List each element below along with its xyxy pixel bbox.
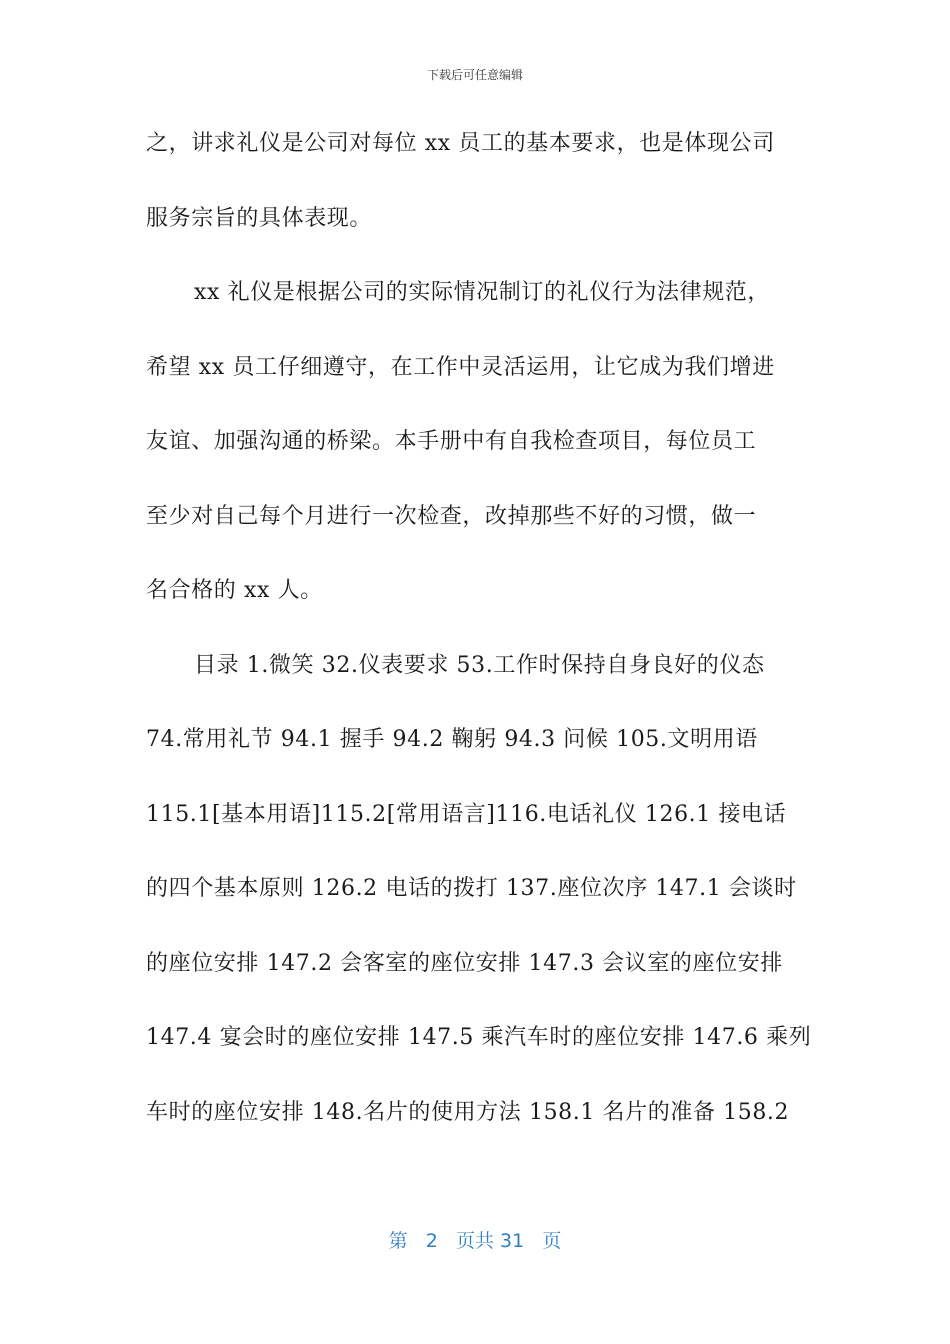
footer-prefix: 第 <box>388 1230 408 1252</box>
text-line: 147.4 宴会时的座位安排 147.5 乘汽车时的座位安排 147.6 乘列 <box>146 1025 812 1050</box>
text-line: 服务宗旨的具体表现。 <box>146 205 373 231</box>
text-line: 目录 1.微笑 32.仪表要求 53.工作时保持自身良好的仪态 <box>194 652 765 678</box>
text-line: 友谊、加强沟通的桥梁。本手册中有自我检查项目，每位员工 <box>146 429 757 454</box>
text-line: 115.1[基本用语]115.2[常用语言]116.电话礼仪 126.1 接电话 <box>146 801 787 827</box>
document-body <box>146 124 812 1167</box>
text-line: 希望 xx 员工仔细遵守，在工作中灵活运用，让它成为我们增进 <box>146 354 775 380</box>
footer-page-number: 2 <box>425 1230 438 1252</box>
text-line: 的座位安排 147.2 会客室的座位安排 147.3 会议室的座位安排 <box>146 950 783 976</box>
footer-suffix: 页 <box>542 1230 562 1252</box>
page-footer <box>0 1226 950 1253</box>
text-line: 的四个基本原则 126.2 电话的拨打 137.座位次序 147.1 会谈时 <box>146 876 797 901</box>
header-note: 下载后可任意编辑 <box>426 68 523 82</box>
footer-total-pages: 31 <box>500 1230 525 1252</box>
text-line: 至少对自己每个月进行一次检查，改掉那些不好的习惯，做一 <box>146 503 757 529</box>
text-line: 之，讲求礼仪是公司对每位 xx 员工的基本要求，也是体现公司 <box>146 131 775 156</box>
text-line: 名合格的 xx 人。 <box>146 578 323 603</box>
text-line: xx 礼仪是根据公司的实际情况制订的礼仪行为法律规范， <box>194 280 771 305</box>
text-line: 车时的座位安排 148.名片的使用方法 158.1 名片的准备 158.2 <box>146 1099 790 1125</box>
text-line: 74.常用礼节 94.1 握手 94.2 鞠躬 94.3 问候 105.文明用语 <box>146 727 758 752</box>
footer-middle: 页共 <box>455 1230 494 1252</box>
